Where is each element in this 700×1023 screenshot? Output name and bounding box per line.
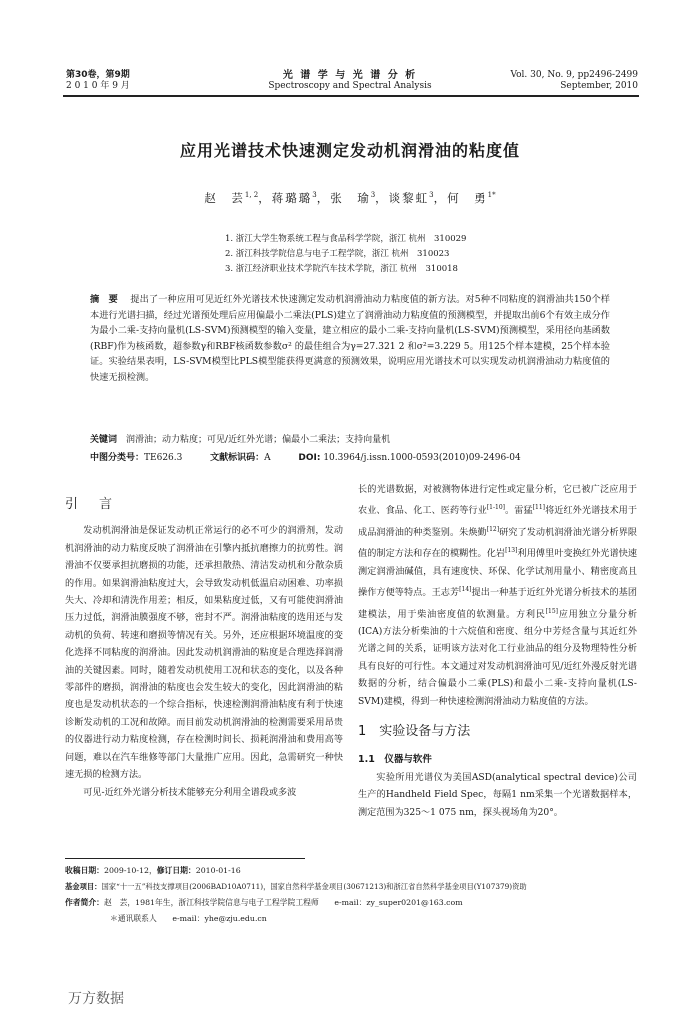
volume-issue-en: Vol. 30, No. 9, pp2496-2499 — [510, 70, 638, 80]
doc-code-value: A — [264, 453, 271, 463]
doi-value: 10.3964/j.issn.1000-0593(2010)09-2496-04 — [323, 453, 521, 463]
footnote-corresponding: ＊通讯联系人 e-mail：yhe@zju.edu.cn — [110, 914, 267, 923]
right-column — [358, 482, 637, 822]
citation: [15] — [545, 607, 558, 615]
citation: [14] — [459, 586, 472, 594]
footnote-rule — [65, 858, 305, 859]
section-1-1-heading: 1.1 仪器与软件 — [358, 753, 432, 765]
revised-date: 2010-01-16 — [195, 866, 241, 875]
doc-code-label: 文献标识码： — [210, 453, 265, 463]
footnote-dates: 收稿日期：2009-10-12，修订日期：2010-01-16 — [65, 866, 241, 875]
author: 何 勇$^{1*}$ — [447, 191, 496, 205]
citation: [13] — [505, 547, 518, 555]
left-column — [65, 482, 343, 802]
journal-title-en: Spectroscopy and Spectral Analysis — [268, 81, 432, 91]
author: 谈黎虹$^3$ — [388, 191, 434, 205]
affiliation-3: 3. 浙江经济职业技术学院汽车技术学院，浙江 杭州 310018 — [225, 264, 458, 274]
affiliation-2: 2. 浙江科技学院信息与电子工程学院，浙江 杭州 310023 — [225, 249, 450, 259]
abstract — [90, 292, 610, 386]
volume-issue-cn: 第30卷，第9期 — [66, 70, 130, 80]
citation: [11] — [532, 504, 545, 512]
citation: [1-10] — [486, 504, 505, 512]
abstract-text: 提出了一种应用可见近红外光谱技术快速测定发动机润滑油动力粘度值的新方法。对5种不同粘度的润滑油共150个样本进行光谱扫描，经过光谱预处理后应用偏最小二乘法(PLS)建立了润滑油动力粘度值的预测模型，并提取出前6个有效主成分作为最小二乘-支持向量机(LS-SVM)预测模型的输入变量，建立相应的最小二乘-支持向量机(LS-SVM)预测模型，采用径向基函数(RBF)作为核函数，超参数γ和RBF核函数参数σ² 的最佳组合为γ=27.321 2 和σ²=3.229 5。用125个样本建模，25个样本验证。实验结果表明，LS-SVM模型比PLS模型能获得更满意的预测效果，说明应用光谱技术可以实现发动机润滑油动力粘度值的快速无损检测。 — [90, 294, 610, 383]
classification-line — [90, 450, 521, 463]
header-right — [510, 70, 638, 92]
intro-paragraph-2: 可见-近红外光谱分析技术能够充分利用全谱段或多波 — [83, 787, 297, 798]
clc-value: TE626.3 — [144, 453, 183, 463]
footnote-author: 作者简介：赵 芸，1981年生，浙江科技学院信息与电子工程学院工程师 e-mail：zy_super0201@163.com — [65, 898, 463, 907]
citation: [12] — [486, 525, 500, 533]
author-list: 赵 芸$^{1, 2}$，蒋璐璐$^3$，张 瑜$^3$，谈黎虹$^3$，何 勇$^{1*}$ — [204, 191, 496, 205]
author-bio: 赵 芸，1981年生，浙江科技学院信息与电子工程学院工程师 e-mail：zy_super0201@163.com — [103, 898, 463, 907]
abstract-label: 摘 要 — [90, 294, 121, 305]
author: 张 瑜$^3$ — [330, 191, 376, 205]
funding-text: 国家“十一五”科技支撑项目(2006BAD10A0711)，国家自然科学基金项目(30671213)和浙江省自然科学基金项目(Y107379)资助 — [101, 882, 527, 891]
affiliation-1: 1. 浙江大学生物系统工程与食品科学学院，浙江 杭州 310029 — [225, 234, 467, 244]
date-cn: 2 0 1 0 年 9 月 — [66, 81, 130, 91]
author: 赵 芸$^{1, 2}$ — [204, 191, 259, 205]
right-paragraph-1: 长的光谱数据，对被测物体进行定性或定量分析，它已被广泛应用于农业、食品、化工、医药等行业[1-10]。雷猛[11]将近红外光谱技术用于成品润滑油的种类鉴别。朱焕勤[12]研究了发动机润滑油光谱分析界限值的制定方法和存在的模糊性。化岩[13]利用傅里叶变换红外光谱快速测定润滑油碱值，具有速度快、环保、化学试剂用量小、精密度高且操作方便等特点。王志芳[14]提出一种基于近红外光谱分析技术的基团建模法，用于柴油密度值的软测量。方利民[15]应用独立分量分析(ICA)方法分析柴油的十六烷值和密度、组分中芳烃含量与其近红外光谱之间的关系，证明该方法对化工行业油品的组分及物理特性分析具有良好的可行性。本文通过对发动机润滑油可见/近红外漫反射光谱数据的分析，结合偏最小二乘(PLS)和最小二乘-支持向量机(LS-SVM)建模，得到一种快速检测润滑油动力粘度值的方法。 — [358, 485, 638, 707]
header-rule — [63, 95, 639, 97]
keywords-line — [90, 432, 390, 445]
watermark-text: 万方数据 — [68, 991, 124, 1007]
section-1-1-paragraph: 实验所用光谱仪为美国ASD(analytical spectral device)公司生产的Handheld Field Spec，每隔1 nm采集一个光谱数据样本，测定范围为325～1 075 nm，探头视场角为20°。 — [358, 772, 637, 818]
keywords-label: 关键词 — [90, 435, 118, 445]
date-en: September, 2010 — [560, 81, 638, 91]
received-date: 2009-10-12， — [103, 866, 157, 875]
clc-label: 中图分类号： — [90, 453, 145, 463]
journal-title-cn: 光 谱 学 与 光 谱 分 析 — [282, 70, 418, 81]
author: 蒋璐璐$^3$ — [271, 191, 317, 205]
paper-title: 应用光谱技术快速测定发动机润滑油的粘度值 — [179, 141, 520, 160]
doi-label: DOI: — [298, 453, 321, 463]
footnote-funding: 基金项目：国家“十一五”科技支撑项目(2006BAD10A0711)，国家自然科学基金项目(30671213)和浙江省自然科学基金项目(Y107379)资助 — [65, 882, 527, 891]
keywords-text: 润滑油；动力粘度；可见/近红外光谱；偏最小二乘法；支持向量机 — [126, 435, 391, 445]
intro-paragraph-1: 发动机润滑油是保证发动机正常运行的必不可少的润滑剂，发动机润滑油的动力粘度反映了润滑油在引擎内抵抗磨擦力的抗剪性。润滑油不仅要承担抗磨损的功能，还承担散热、清洁发动机和分散杂质的作用。如果润滑油粘度过大，会导致发动机低温启动困难、功率损失大、冷却和清洗作用差；相反，如果粘度过低，又有可能使润滑油压力过低，润滑油膜强度不够，密封不严。润滑油粘度的选用还与发动机的负荷、转速和磨损等情况有关。另外，还应根据环境温度的变化选择不同粘度的润滑油。因此发动机润滑油的粘度是合理选择润滑油的关键因素。同时，随着发动机使用工况和状态的变化，以及各种零部件的磨损，润滑油的粘度也会发生较大的变化，因此润滑油的粘度也是发动机状态的一个综合指标，快速检测润滑油粘度有利于快速诊断发动机的工况和故障。而目前发动机润滑油的检测需要采用昂贵的仪器进行动力粘度检测，存在检测时间长、损耗润滑油和费用高等问题，难以在汽车维修等部门大量推广应用。因此，急需研究一种快速无损的检测方法。 — [65, 526, 343, 781]
section-1-heading: 1 实验设备与方法 — [358, 724, 471, 740]
intro-heading: 引 言 — [65, 497, 117, 512]
